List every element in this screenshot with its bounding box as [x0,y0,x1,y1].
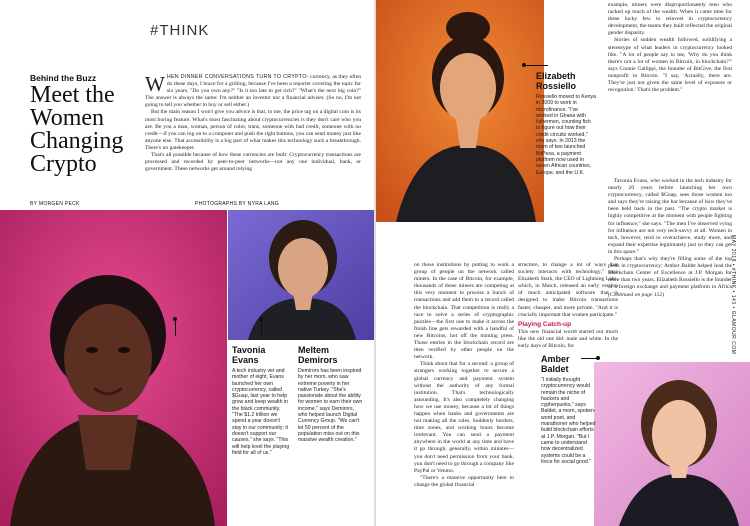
tavonia-bio: A tech industry vet and mother of eight, Evans launched her own cryptocurrency, called $Guap, last year to help grow and keep wealth in the black community. "The $1.2 trillion we spend a year doesn't stay in our community; it doesn't support our causes," she says. "This will help level the playing field for all of us." [232,368,290,456]
headline-line: Meet the [30,82,115,108]
meltem-caption [298,346,364,444]
paragraph: example, miners were disproportionately men who racked up much of the wealth. When it came time for these lucky few to reinvest in cryptocurrency development, the teams they built reflected the original gender disparity. [608,2,732,37]
tavonia-portrait-illustration [0,210,227,526]
caption-name-line: Baldet [541,363,569,374]
callout-line [261,320,262,336]
amber-caption [541,355,597,465]
folio-text: MAY 2018 • #THINK • 143 • GLAMOUR.COM [730,235,736,355]
caption-name-line: Evans [232,354,259,365]
amber-portrait-illustration [594,362,750,526]
callout-line [175,320,176,336]
byline: BY MORGEN PECK [30,201,80,207]
intro-text [145,74,361,173]
lead-caps: HEN DINNER CONVERSATIONS TURN TO CRYPTO- [166,74,309,80]
paragraph: Think about that for a second: a group of strangers working together to secure a global currency and payment system without the authority of any formal institution. That's technologically astounding. It's also completely changing how we use money, because a lot of things happen when banks and governments are not making all the rules. Suddenly borders, time zones, and working hours become irrelevant. You can send a payment anywhere in the world at any time and have it go through, generally, within minutes—you don't need permission from your bank, you don't need to go through a company like PayPal or Venmo. [414,361,514,474]
elizabeth-photo [376,0,544,222]
caption-name-line: Rossiello [536,80,577,91]
headline-line: Crypto [30,151,97,177]
paragraph: structure, to change a lot of ways that society interacts with technology," says Elizabeth Stark, the CEO of Lightning Labs, which, in March, released an early version of much anticipated software that is designed to make Bitcoin transactions faster, cheaper, and more private. "And it is crucially important that women participate." [518,262,618,318]
section-tag: #THINK [150,22,210,39]
dropcap: W [145,72,165,96]
column-middle-2 [518,262,618,350]
caption-name-line: Demirors [298,354,338,365]
intro-paragraph: currency, as they often do these days, I brace for a grilling, because I've been a reporter covering the topic for six years. "Do you own any?" "Is it too late to get rich?" "What's the next big coin?" The answer is always the same: I'm neither an investor nor a financial adviser. (So no, I'm not going to tell you whether to buy or sell either.) [145,74,361,109]
paragraph: This new financial world started out much like the old one did: male and white. In the early days of Bitcoin, for [518,328,618,350]
caption-name-line: Tavonia [232,345,266,355]
paragraph: "There's a massive opportunity here to change the global financial [414,474,514,488]
headline-line: Women [30,105,105,131]
column-right [608,178,732,299]
headline-line: Changing [30,128,124,154]
subhead: Playing Catch-up [518,320,572,328]
callout-dot [259,317,263,321]
callout-dot [596,356,600,360]
intro-paragraph-3: That's all possible because of how these currencies are built: Cryptocurrency transactions are processed and recorded by peer-to-peer networks—not any one individual, bank, or government. These networks get around relying [145,152,361,173]
elizabeth-caption [536,72,596,176]
paragraph: Stories of sudden wealth followed, solidifying a stereotype of what leaders in cryptocurrency looked like. "A lot of people say to me, 'Why do you think there's not a lot of women in Bitcoin, in blockchain?'" says Connie Gallippi, the founder of BitGive, the first nonprofit in Bitcoin. "I say, 'Actually, there are. They're just not given the same level of exposure or recognition.' That's the problem." [608,37,732,94]
folio [730,235,748,495]
continued-note: (Continued on page 152) [608,291,665,298]
elizabeth-portrait-illustration [376,0,544,222]
paragraph: Tavonia Evans, who worked in the tech industry for nearly 20 years before launching her own cryptocurrency, called $Guap, sees those women too and says they're raising the bar because of how they've been held back in the past. "The crypto market is highly competitive at the moment with people fighting for influence," she says. "The men I've observed vying for influence are not very tech-savvy at all. Women in tech, however, tend to overachieve, study more, and expand their expertise legitimately just so they can get in this space." [608,178,732,255]
meltem-portrait-illustration [228,210,374,340]
paragraph: on those institutions by putting to work a group of people on the network called miners. In the case of Bitcoin, for example, thousands of those miners are competing at this very moment to process a bunch of transactions and add them to a record called the blockchain. That competition is really a race to solve a series of cryptographic puzzles—the first one to make it across the finish line gets rewarded with a handful of new Bitcoins, hot off the minting press. Those entries in the blockchain record are then verified by other people on the network. [414,262,514,361]
column-middle-1 [414,262,514,489]
caption-name-line: Meltem [298,345,330,355]
paragraph: Perhaps that's why they're filling some of the top posts in cryptocurrency: Amber Baldet helped lead the Blockchain Center of Excellence at J.P. Morgan for more than two years; Elizabeth Rossiello is the founder of a foreign exchange and payment platform in Africa [608,256,732,291]
meltem-bio: Demirors has been inspired by her mom, who saw extreme poverty in her native Turkey. "She's passionate about the ability for women to earn their own income," says Demirors, who helped launch Digital Currency Group. "We can't let 50 percent of the population miss out on this massive wealth creation." [298,368,363,444]
headline [30,84,150,176]
callout-dot [173,317,177,321]
tavonia-name [232,346,290,365]
amber-bio: "I initially thought cryptocurrency would remain the niche of hackers and cypherpunks," says Baldet, a mom, spoken-word poet, and marathoner who helped build blockchain efforts at J.P. Morgan. "But I came to understand how decentralized systems could be a force for social good." [541,377,596,465]
kicker: Behind the Buzz [30,73,97,83]
elizabeth-bio: Rossiello moved to Kenya in 2009 to work in microfinance. "I've worked in Ghana with fishermen, counting fish to figure out how their credit circuits worked," she says. In 2013 the mom of two launched BitPesa, a payment platform now used in seven African countries, Europe, and the U.K. [536,94,596,176]
caption-name-line: Amber [541,354,570,364]
photo-credit: PHOTOGRAPHS BY NYRA LANG [195,201,279,207]
callout-line [524,65,548,66]
tavonia-caption [232,346,290,456]
meltem-name [298,346,364,365]
tavonia-photo [0,210,227,526]
callout-dot [522,63,526,67]
intro-paragraph-2: But the main reason I won't give you advice is that, to me, the price tag on a digital coin is its most boring feature. What's most fascinating about cryptocurrencies is they don't care who you are. Be you a man, woman, person of color, trans, someone with bad credit, someone with no credit—if you can log on to a computer and push the right buttons, you can send money just like anyone else. That accessibility is a big part of what makes this technology such a breakthrough. There's no gatekeeper. [145,109,361,151]
caption-name-line: Elizabeth [536,71,576,81]
amber-photo [594,362,750,526]
elizabeth-name [536,72,596,91]
left-page [0,0,374,526]
meltem-photo [228,210,374,340]
column-top-right [608,2,732,94]
